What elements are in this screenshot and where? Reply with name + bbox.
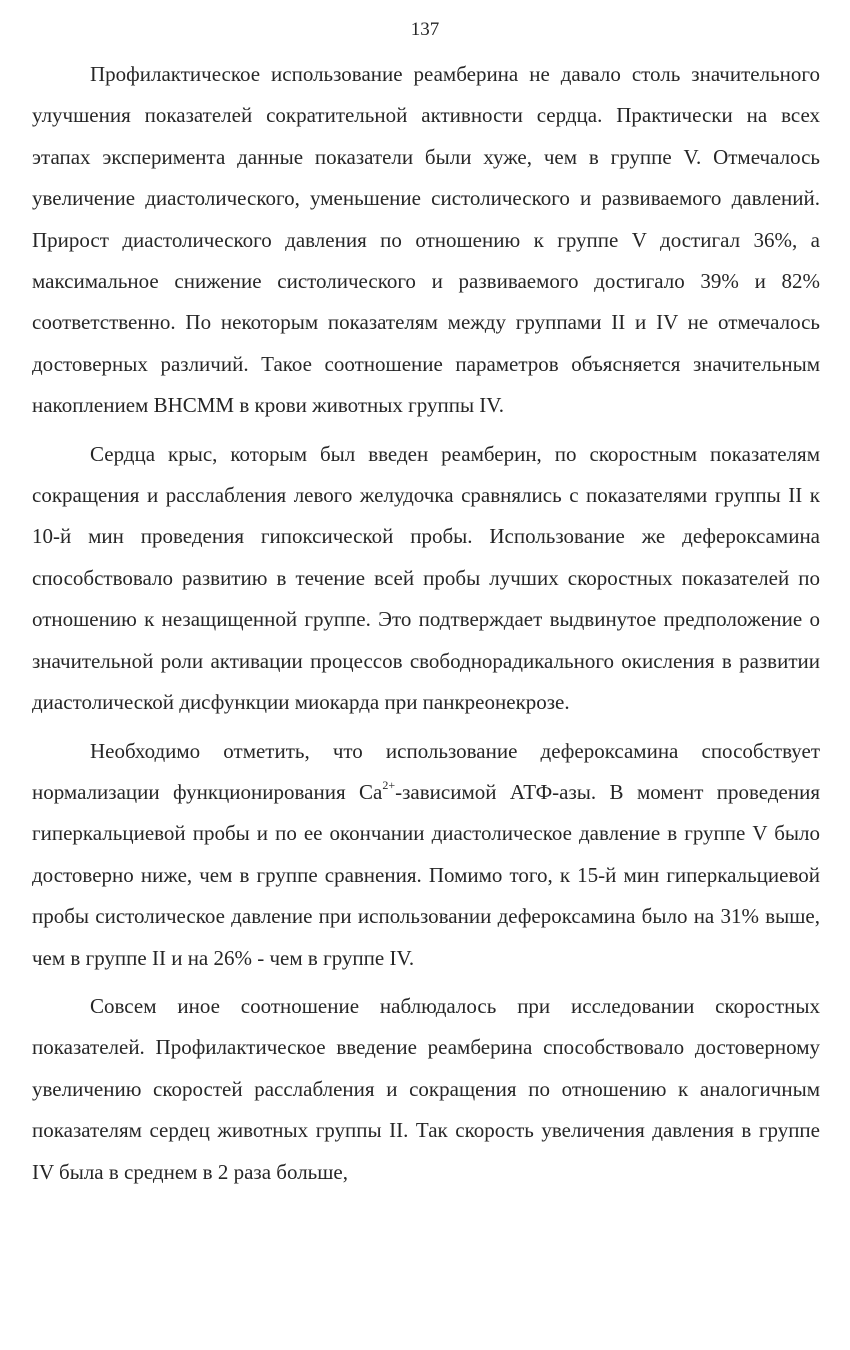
paragraph-4: Совсем иное соотношение наблюдалось при исследовании скоростных показателей. Профилактическое введение реамберина способствовало достоверному увеличению скоростей расслабления и сокращения по отношению к аналогичным показателям сердец животных группы II. Так скорость увеличения давления в группе IV была в среднем в 2 раза больше, <box>32 993 820 1184</box>
calcium-charge-superscript: 2+ <box>382 777 396 792</box>
paragraph-3-start: Необходимо отметить, что использование дефероксамина способствует нормализации функционирования Ca <box>32 738 820 804</box>
document-body <box>32 54 820 1193</box>
paragraph-1: Профилактическое использование реамберина не давало столь значительного улучшения показателей сократительной активности сердца. Практически на всех этапах эксперимента данные показатели были хуже, чем в группе V. Отмечалось увеличение диастолического, уменьшение систолического и развиваемого давлений. Прирост диастолического давления по отношению к группе V достигал 36%, а максимальное снижение систолического и развиваемого достигало 39% и 82% соответственно. По некоторым показателям между группами II и IV не отмечалось достоверных различий. Такое соотношение параметров объясняется значительным накоплением ВНСММ в крови животных группы IV. <box>32 62 820 418</box>
paragraph-3 <box>32 731 820 979</box>
paragraph-2: Сердца крыс, которым был введен реамберин, по скоростным показателям сокращения и расслабления левого желудочка сравнялись с показателями группы II к 10-й мин проведения гипоксической пробы. Использование же дефероксамина способствовало развитию в течение всей пробы лучших скоростных показателей по отношению к незащищенной группе. Это подтверждает выдвинутое предположение о значительной роли активации процессов свободнорадикального окисления в развитии диастолической дисфункции миокарда при панкреонекрозе. <box>32 441 820 715</box>
paragraph-3-end: -зависимой АТФ-азы. В момент проведения гиперкальциевой пробы и по ее окончании диастолическое давление в группе V было достоверно ниже, чем в группе сравнения. Помимо того, к 15-й мин гиперкальциевой пробы систолическое давление при использовании дефероксамина было на 31% выше, чем в группе II и на 26% - чем в группе IV. <box>32 779 820 970</box>
page-number: 137 <box>410 19 440 40</box>
